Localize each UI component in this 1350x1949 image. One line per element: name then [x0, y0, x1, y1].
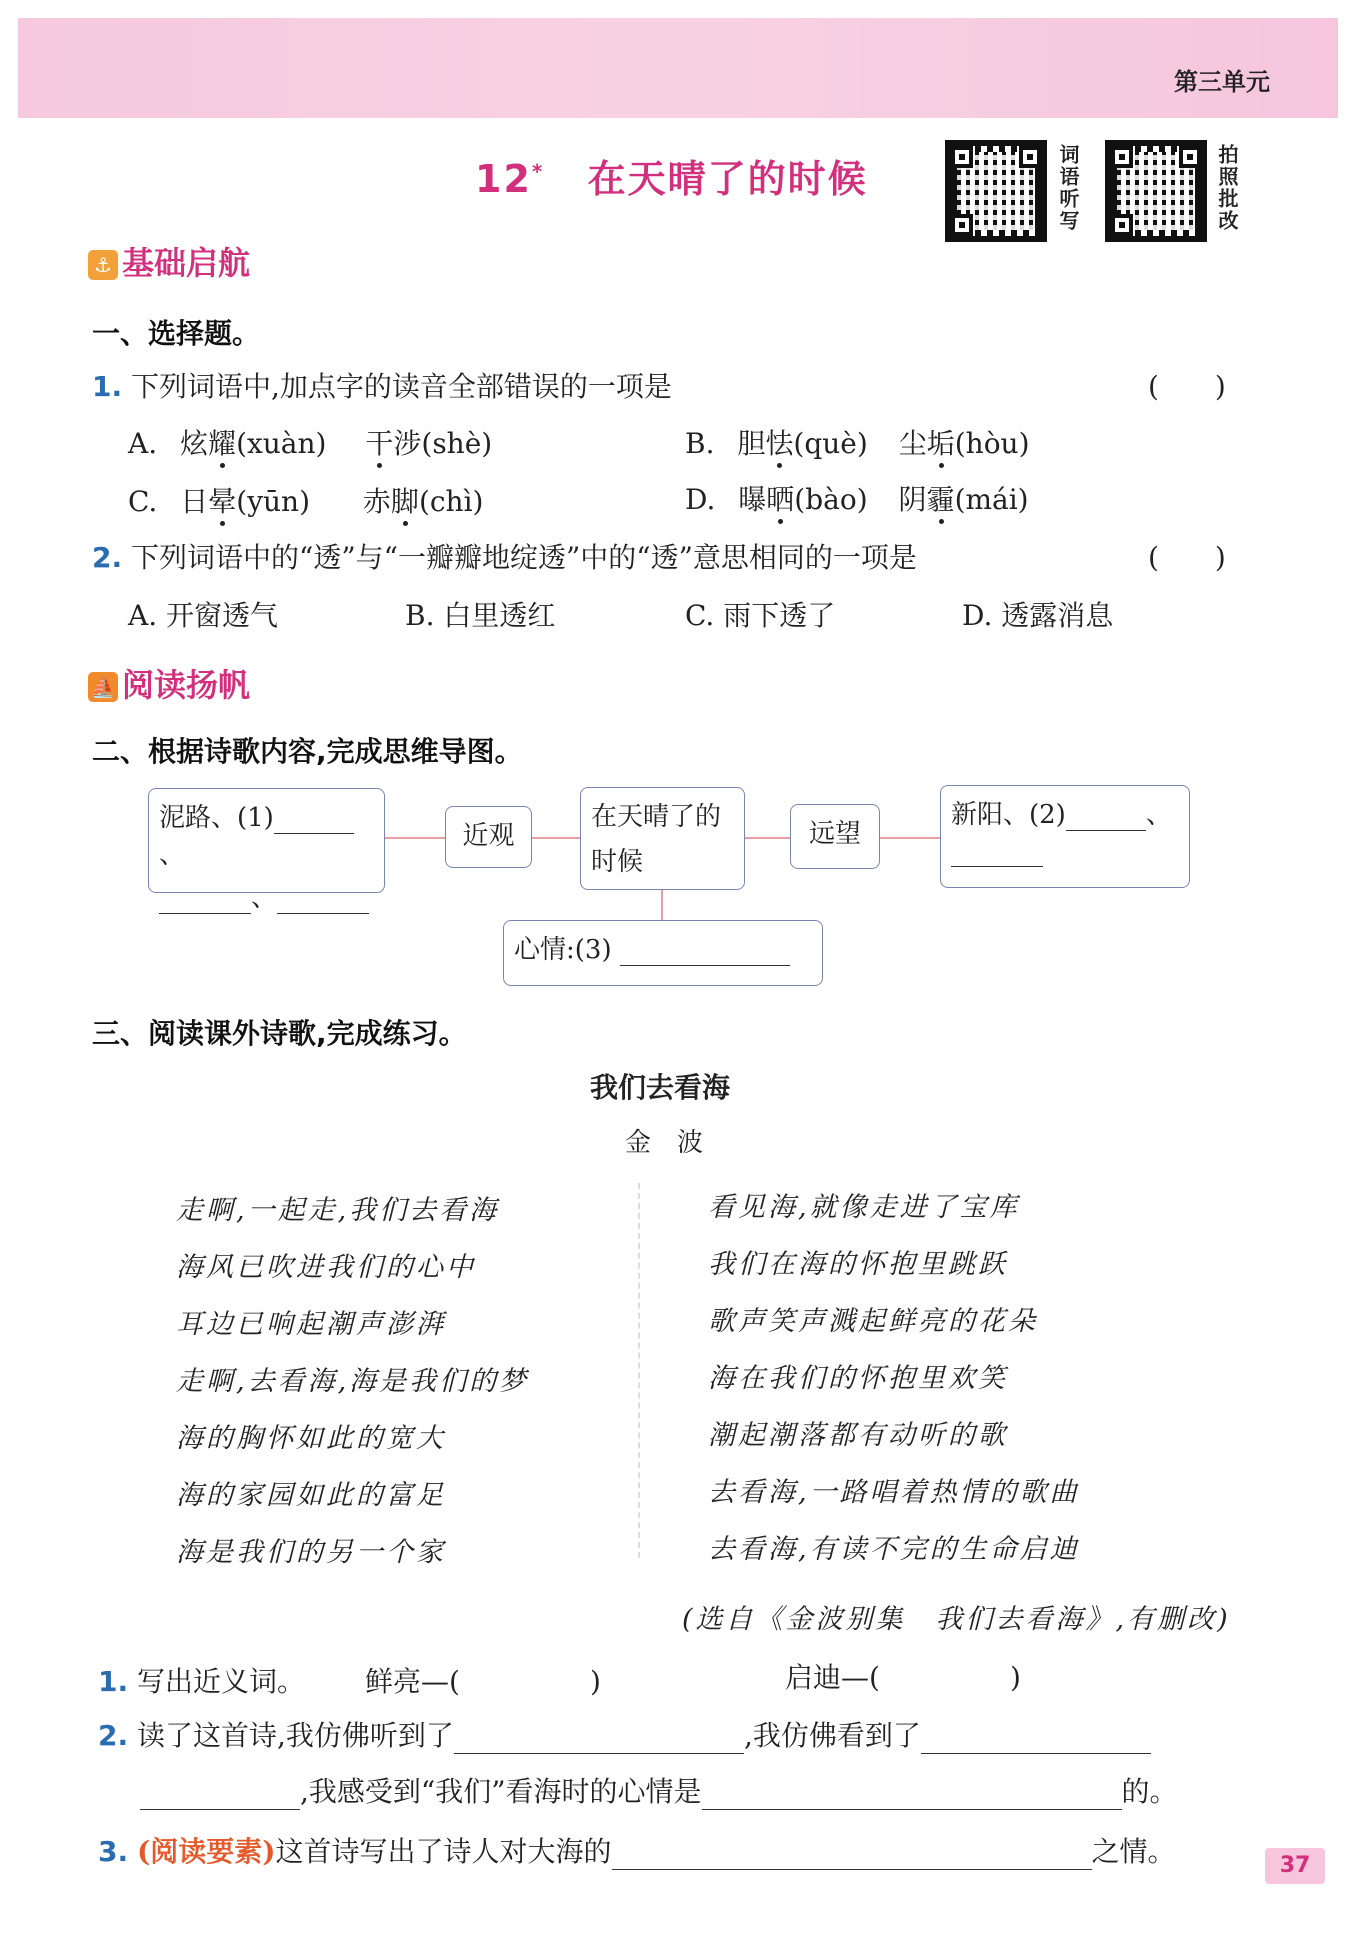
qr1-caption: 词语听写	[1056, 144, 1080, 232]
poem-line: 我们在海的怀抱里跳跃	[708, 1249, 1008, 1280]
header-band	[18, 18, 1338, 118]
map-center-line1: 在天晴了的	[591, 802, 722, 832]
sep: 、	[251, 883, 278, 913]
sail-icon: ⛵	[88, 672, 118, 702]
q2-option-a[interactable]: A. 开窗透气	[128, 599, 279, 632]
q1-b-w1-dot: 怯	[765, 422, 793, 462]
poem-title: 我们去看海	[590, 1071, 731, 1104]
q1-option-b-label: B.	[685, 427, 715, 460]
p3-q3-tag: (阅读要素)	[137, 1835, 276, 1868]
p3-q2-line1	[98, 1714, 1151, 1754]
blank-3[interactable]	[620, 939, 790, 966]
p3-q3	[98, 1830, 1176, 1870]
poem-right-column	[708, 1185, 1080, 1584]
lesson-title-text: 在天晴了的时候	[587, 157, 868, 201]
poem-source: (选自《金波别集 我们去看海》,有删改)	[682, 1604, 1231, 1635]
q2-number: 2.	[92, 541, 123, 574]
poem-line: 歌声笑声溅起鲜亮的花朵	[708, 1306, 1038, 1337]
p3-q2-part-a: 读了这首诗,我仿佛听到了	[137, 1719, 454, 1752]
p3-q1-word1-label: 鲜亮—(	[365, 1665, 460, 1698]
poem-line: 海的家园如此的富足	[176, 1480, 446, 1511]
q2-option-d[interactable]: D. 透露消息	[962, 599, 1114, 632]
p3-q2-part-c: ,我感受到“我们”看海时的心情是	[300, 1775, 702, 1808]
p3-q3-text: 这首诗写出了诗人对大海的	[275, 1835, 612, 1868]
p3-q3-end: 之情。	[1091, 1835, 1176, 1868]
q1-c-w1-dot: 晕	[208, 480, 236, 520]
q1-a-w1-pinyin: (xuàn)	[236, 427, 327, 460]
map-line-right-b	[880, 837, 940, 839]
q1-a-w1-dot: 耀	[208, 422, 236, 462]
q1-d-w1-dot: 晒	[766, 478, 794, 518]
q1-c-w1-pre: 日	[180, 485, 209, 518]
lesson-title	[475, 148, 868, 203]
p3-q1-word2-label: 启迪—(	[785, 1661, 880, 1694]
poem-line: 走啊,去看海,海是我们的梦	[176, 1366, 530, 1397]
q2-stem	[92, 536, 917, 576]
blank-2b[interactable]	[951, 840, 1043, 867]
p3-q1	[98, 1660, 305, 1700]
section-basic-label: 基础启航	[122, 244, 251, 282]
map-center-line2: 时候	[591, 847, 644, 877]
map-near-items-label: 泥路、(1)	[159, 803, 274, 833]
q1-option-b[interactable]	[685, 422, 1030, 462]
part2-title: 二、根据诗歌内容,完成思维导图。	[92, 735, 523, 768]
map-box-far: 远望	[790, 804, 880, 869]
q1-c-w1-pinyin: (yūn)	[236, 485, 310, 518]
lesson-number: 12	[475, 157, 532, 201]
p3-q2-blank-mood[interactable]	[702, 1783, 1122, 1810]
map-line-right-a	[745, 837, 790, 839]
p3-q1-text: 写出近义词。	[137, 1665, 306, 1698]
q1-a-w2-dot: 干	[365, 422, 393, 462]
section-reading	[88, 660, 250, 706]
q1-option-d[interactable]	[685, 478, 1029, 518]
p3-q1-word1	[365, 1660, 601, 1700]
close-paren: )	[589, 1665, 601, 1698]
poem-line: 看见海,就像走进了宝库	[708, 1192, 1020, 1223]
section-basic	[88, 238, 250, 284]
poem-line: 走啊,一起走,我们去看海	[176, 1195, 500, 1226]
map-box-near-items	[148, 788, 385, 913]
poem-author: 金 波	[625, 1128, 704, 1158]
q2-answer-paren[interactable]: ( )	[1148, 541, 1226, 574]
p3-q3-number: 3.	[98, 1835, 129, 1868]
map-line-down	[661, 890, 663, 920]
q1-d-w2-pinyin: (mái)	[954, 483, 1029, 516]
map-box-mood	[503, 920, 823, 986]
blank-1c[interactable]	[277, 887, 369, 914]
p3-q1-word2	[785, 1656, 1021, 1696]
q2-option-b[interactable]: B. 白里透红	[405, 599, 556, 632]
page-number: 37	[1265, 1848, 1325, 1884]
q1-b-w1-pinyin: (què)	[793, 427, 868, 460]
map-mood-label: 心情:(3)	[514, 935, 612, 965]
lesson-star: *	[531, 159, 545, 184]
q1-option-d-label: D.	[685, 483, 716, 516]
q1-b-w2-dot: 垢	[927, 422, 955, 462]
poem-line: 耳边已响起潮声澎湃	[176, 1309, 446, 1340]
q1-b-w1-pre: 胆	[737, 427, 766, 460]
map-box-far-items	[940, 785, 1190, 888]
poem-divider	[638, 1183, 640, 1558]
blank-1a[interactable]	[274, 807, 354, 834]
q2-option-c[interactable]: C. 雨下透了	[685, 599, 836, 632]
section-reading-label: 阅读扬帆	[122, 666, 251, 704]
p3-q2-end: 的。	[1121, 1775, 1178, 1808]
map-box-near: 近观	[445, 806, 532, 868]
p3-q2-part-b: ,我仿佛看到了	[743, 1719, 921, 1752]
q2-stem-text: 下列词语中的“透”与“一瓣瓣地绽透”中的“透”意思相同的一项是	[131, 541, 917, 574]
p3-q2-blank-heard[interactable]	[454, 1727, 744, 1754]
p3-q3-blank[interactable]	[612, 1843, 1092, 1870]
q1-d-w1-pre: 曝	[738, 483, 767, 516]
q1-d-w1-pinyin: (bào)	[794, 483, 868, 516]
poem-line: 潮起潮落都有动听的歌	[708, 1420, 1008, 1451]
q1-b-w2-pre: 尘	[898, 427, 927, 460]
part3-title: 三、阅读课外诗歌,完成练习。	[92, 1017, 467, 1050]
q1-answer-paren[interactable]: ( )	[1148, 370, 1226, 403]
q1-d-w2-pre: 阴	[898, 483, 927, 516]
p3-q2-blank-saw-cont[interactable]	[140, 1783, 300, 1810]
q1-option-c[interactable]	[128, 480, 483, 520]
map-box-center	[580, 787, 745, 890]
qr-code-grading[interactable]	[1105, 140, 1207, 242]
q1-a-w2-rest: 涉(shè)	[393, 427, 493, 460]
qr-code-dictation[interactable]	[945, 140, 1047, 242]
q1-stem-text: 下列词语中,加点字的读音全部错误的一项是	[131, 370, 672, 403]
poem-line: 去看海,有读不完的生命启迪	[708, 1534, 1080, 1565]
q1-d-w2-dot: 霾	[927, 478, 955, 518]
q1-c-w2-pre: 赤	[362, 485, 391, 518]
blank-2a[interactable]	[1066, 804, 1146, 831]
poem-line: 海的胸怀如此的宽大	[176, 1423, 446, 1454]
qr2-caption: 拍照批改	[1215, 144, 1239, 232]
p3-q2-number: 2.	[98, 1719, 129, 1752]
q1-c-w2-pinyin: (chì)	[418, 485, 484, 518]
map-far-items-label: 新阳、(2)	[951, 800, 1066, 830]
poem-line: 海是我们的另一个家	[176, 1537, 446, 1568]
poem-line: 海风已吹进我们的心中	[176, 1252, 476, 1283]
unit-label: 第三单元	[1174, 68, 1270, 96]
q1-option-c-label: C.	[128, 485, 158, 518]
map-line-left-a	[385, 837, 445, 839]
q1-option-a-label: A.	[128, 427, 158, 460]
p3-q2-blank-saw[interactable]	[921, 1727, 1151, 1754]
q1-stem	[92, 365, 672, 405]
q1-c-w2-dot: 脚	[391, 480, 419, 520]
p3-q2-line2	[140, 1770, 1178, 1810]
q1-option-a[interactable]	[128, 422, 492, 462]
blank-1b[interactable]	[159, 887, 251, 914]
poem-line: 海在我们的怀抱里欢笑	[708, 1363, 1008, 1394]
q1-a-w1-pre: 炫	[180, 427, 209, 460]
anchor-icon: ⚓	[88, 250, 118, 280]
q1-b-w2-pinyin: (hòu)	[954, 427, 1030, 460]
poem-line: 去看海,一路唱着热情的歌曲	[708, 1477, 1080, 1508]
q1-number: 1.	[92, 370, 123, 403]
close-paren: )	[1009, 1661, 1021, 1694]
poem-left-column	[176, 1188, 529, 1587]
map-line-left-b	[532, 837, 582, 839]
sep: 、	[159, 840, 186, 870]
part1-title: 一、选择题。	[92, 317, 261, 350]
sep: 、	[1145, 800, 1172, 830]
p3-q1-number: 1.	[98, 1665, 129, 1698]
